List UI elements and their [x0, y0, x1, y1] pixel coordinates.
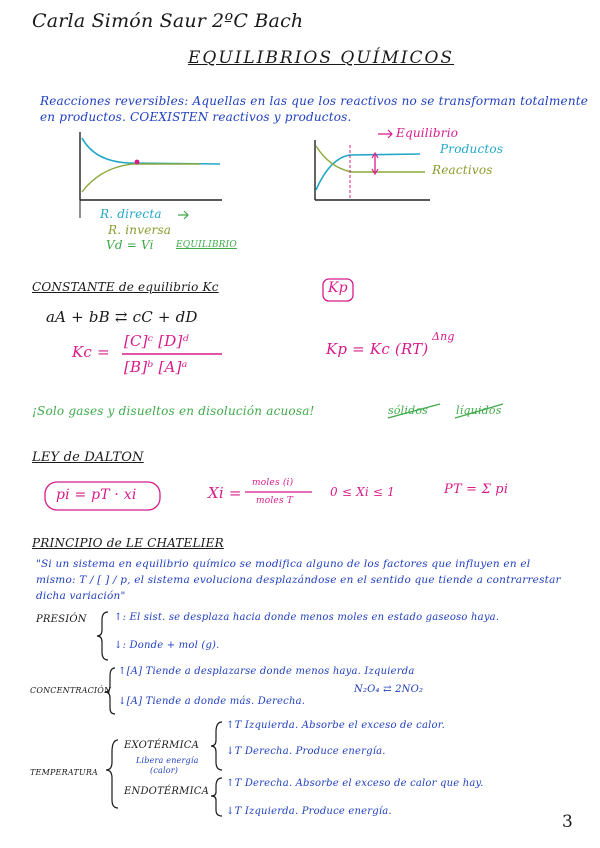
xi-denominator: moles T — [256, 496, 294, 506]
chatelier-heading: PRINCIPIO de LE CHATELIER — [32, 536, 224, 550]
presion-up: ↑: El sist. se desplaza hacia donde menos moles en estado gaseoso haya. — [114, 612, 500, 623]
xi-numerator: moles (i) — [252, 478, 294, 488]
total-pressure: PT = Σ pi — [444, 482, 509, 497]
kc-denominator: [B]ᵇ [A]ᵃ — [124, 358, 188, 376]
legend-reactivos: Reactivos — [432, 163, 493, 177]
kc-numerator: [C]ᶜ [D]ᵈ — [124, 332, 189, 350]
dalton-heading: LEY de DALTON — [32, 450, 144, 465]
constante-heading: CONSTANTE de equilibrio Kc — [32, 280, 219, 294]
presion-label: PRESIÓN — [36, 614, 87, 625]
dalton-formula: pi = pT · xi — [56, 487, 137, 503]
exotermica-label: EXOTÉRMICA — [124, 740, 200, 751]
endo-down: ↓T Izquierda. Produce energía. — [226, 806, 392, 817]
temperatura-label: TEMPERATURA — [30, 768, 99, 777]
reversible-line-2: en productos. COEXISTEN reactivos y productos. — [40, 110, 352, 124]
legend-equilibrio: Equilibrio — [396, 126, 459, 140]
endotermica-label: ENDOTÉRMICA — [124, 786, 210, 797]
graph-left — [80, 132, 222, 200]
label-r-directa: R. directa — [100, 207, 162, 221]
chatelier-p1: "Si un sistema en equilibrio químico se modifica alguno de los factores que influyen en el — [36, 558, 531, 570]
crossed-solidos: sólidos — [388, 404, 429, 417]
page-title: EQUILIBRIOS QUÍMICOS — [188, 48, 455, 68]
conc-up: ↑[A] Tiende a desplazarse donde menos haya. Izquierda — [118, 666, 415, 677]
presion-down: ↓: Donde + mol (g). — [114, 640, 220, 651]
endo-up: ↑T Derecha. Absorbe el exceso de calor que hay. — [226, 778, 484, 789]
legend-productos: Productos — [440, 142, 504, 156]
exotermica-sub2: (calor) — [150, 766, 179, 775]
course-label: 2ºC Bach — [212, 10, 304, 32]
equilibrio-word: EQUILIBRIO — [176, 240, 237, 250]
author-name: Carla Simón Saur — [32, 10, 207, 32]
chatelier-p3: dicha variación" — [36, 590, 126, 602]
kp-formula: Kp = Kc (RT) — [326, 340, 429, 358]
exo-down: ↓T Derecha. Produce energía. — [226, 746, 386, 757]
kp-heading: Kp — [328, 280, 348, 296]
exotermica-sub: Libera energía — [136, 756, 199, 765]
conc-down: ↓[A] Tiende a donde más. Derecha. — [118, 696, 306, 707]
general-reaction: aA + bB ⇄ cC + dD — [46, 308, 198, 326]
reversible-line-1: Reacciones reversibles: Aquellas en las que los reactivos no se transforman totalmente — [40, 94, 589, 108]
kc-lhs: Kc = — [72, 343, 110, 361]
gases-note: ¡Solo gases y disueltos en disolución acuosa! — [32, 404, 315, 418]
page-number: 3 — [562, 812, 574, 832]
concentracion-label: CONCENTRACIÓN — [30, 686, 112, 695]
conc-equation: N₂O₄ ⇄ 2NO₂ — [354, 684, 424, 695]
xi-lhs: Xi = — [208, 484, 242, 502]
equilibrio-condition: Vd = Vi — [106, 238, 154, 252]
crossed-liquidos: líquidos — [456, 404, 502, 417]
graph-right — [315, 140, 430, 200]
exo-up: ↑T Izquierda. Absorbe el exceso de calor. — [226, 720, 446, 731]
kp-exponent: Δng — [432, 330, 455, 343]
xi-range: 0 ≤ Xi ≤ 1 — [330, 485, 396, 499]
chatelier-p2: mismo: T / [ ] / p, el sistema evoluciona desplazándose en el sentido que tiende a contrarrestar — [36, 574, 561, 586]
label-r-inversa: R. inversa — [108, 223, 172, 237]
